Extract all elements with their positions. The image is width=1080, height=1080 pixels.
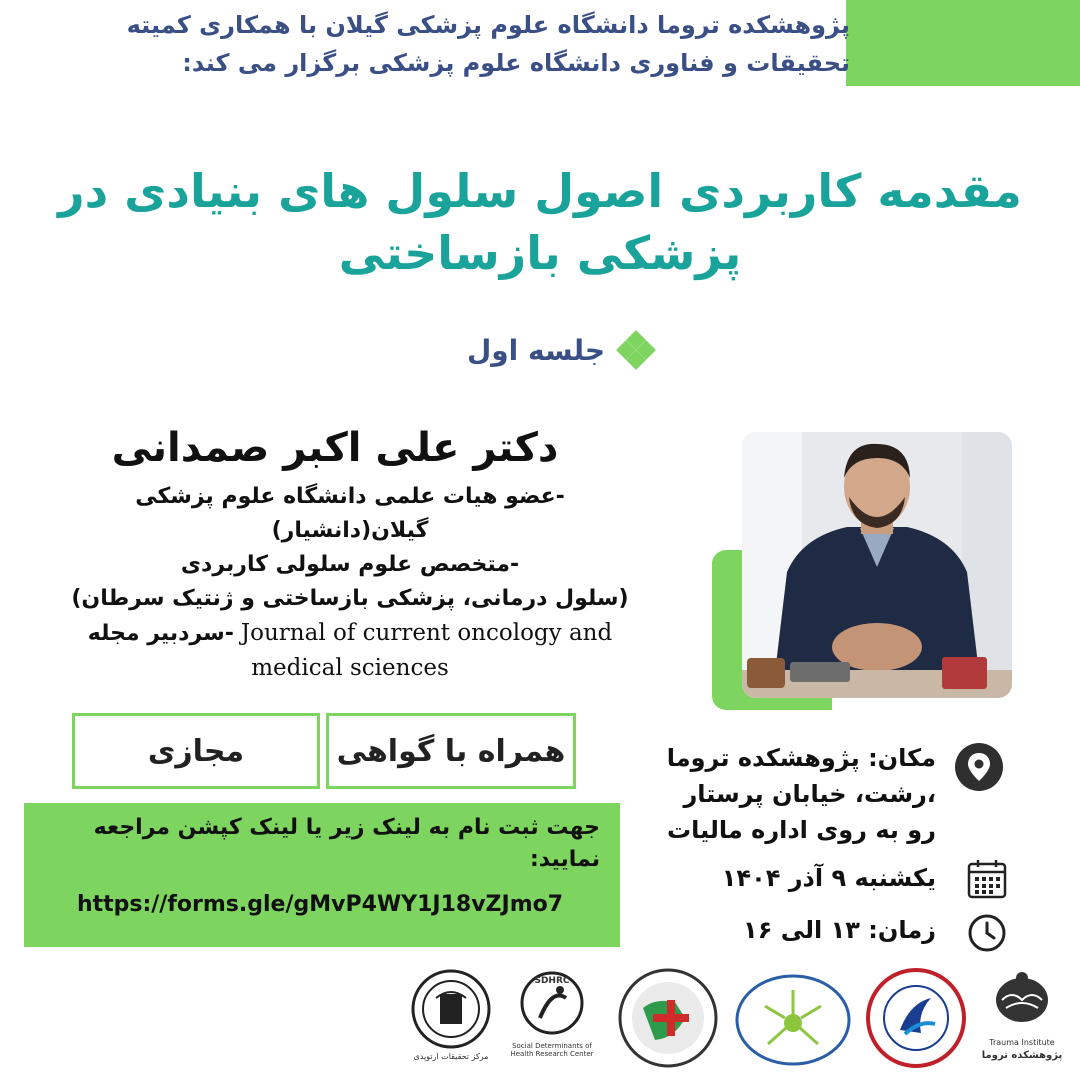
event-title-line-2: پزشکی بازساختی [338, 226, 742, 280]
ortho-fa-caption: مرکز تحقیقات ارتوپدی [413, 1052, 489, 1061]
logo-blood-trauma-center [615, 968, 721, 1068]
location-pin-icon [954, 742, 1004, 792]
bio-line-2: گیلان(دانشیار) [271, 518, 429, 543]
certificate-badge: همراه با گواهی [326, 713, 576, 789]
event-time: زمان: ۱۳ الی ۱۶ [743, 916, 936, 944]
neuron-logo-icon [733, 968, 853, 1068]
brain-logo-icon [980, 968, 1064, 1038]
bio-editor-label: -سردبیر مجله [87, 621, 234, 646]
organizer-line-1: پژوهشکده تروما دانشگاه علوم پزشکی گیلان با همکاری کمیته [126, 11, 850, 39]
session-label: جلسه اول [466, 333, 606, 367]
speaker-bio [40, 480, 660, 685]
ortho-en-caption [410, 970, 492, 971]
header-accent-bar [846, 0, 1080, 86]
event-date: یکشنبه ۹ آذر ۱۴۰۴ [721, 864, 936, 892]
speaker-photo [742, 432, 1012, 698]
blood-center-caption [615, 1008, 721, 1009]
bio-line-4: (سلول درمانی، پزشکی بازساختی و ژنتیک سرطان) [71, 586, 629, 611]
sdhrc-acronym: SDHRC [534, 976, 570, 986]
logo-student-research [865, 968, 967, 1068]
bio-line-1: -عضو هیات علمی دانشگاه علوم پزشکی [135, 484, 565, 509]
location-line-2: ،رشت، خیابان پرستار [683, 780, 936, 808]
logo-sdhrc [500, 968, 604, 1068]
registration-line-2: نمایید: [529, 847, 600, 872]
organizer-line-2: تحقیقات و فناوری دانشگاه علوم پزشکی برگزار می کند: [182, 49, 850, 77]
trauma-en-caption: Trauma Institute [989, 1038, 1055, 1047]
location-info [640, 740, 936, 848]
virtual-badge: مجازی [72, 713, 320, 789]
event-title [40, 160, 1040, 284]
trauma-fa-caption: پژوهشکده تروما [981, 1050, 1063, 1061]
blood-center-logo-icon [615, 968, 721, 1068]
logo-neuron-center [733, 968, 853, 1068]
location-line-3: رو به روی اداره مالیات [666, 816, 936, 844]
speaker-portrait-image [742, 432, 1012, 698]
journal-name-cont: medical sciences [251, 655, 449, 681]
journal-name: Journal of current oncology and [240, 620, 613, 646]
logo-orthopaedic-center [410, 968, 492, 1068]
registration-instructions [40, 812, 600, 876]
logo-trauma-institute [980, 968, 1064, 1068]
registration-link[interactable]: https://forms.gle/gMvP4WY1J18vZJmo7 [76, 892, 564, 917]
calendar-icon [966, 858, 1008, 900]
session-indicator [430, 322, 690, 378]
speaker-name: دکتر علی اکبر صمدانی [111, 425, 559, 471]
orthopaedic-logo-icon [410, 968, 492, 1050]
organizer-statement [20, 6, 850, 82]
student-caption [865, 1008, 967, 1009]
clock-icon [966, 912, 1008, 954]
diamond-bullet-icon [619, 333, 653, 367]
bio-line-5 [40, 616, 660, 651]
student-committee-logo-icon [865, 968, 967, 1068]
location-line-1: مکان: پژوهشکده تروما [666, 744, 936, 772]
event-title-line-1: مقدمه کاربردی اصول سلول های بنیادی در [58, 164, 1022, 218]
bio-line-3: -متخصص علوم سلولی کاربردی [180, 552, 520, 577]
sdhrc-caption: Social Determinants of Health Research Center [510, 1042, 594, 1058]
registration-line-1: جهت ثبت نام به لینک زیر یا لینک کپشن مراجعه [93, 815, 600, 840]
